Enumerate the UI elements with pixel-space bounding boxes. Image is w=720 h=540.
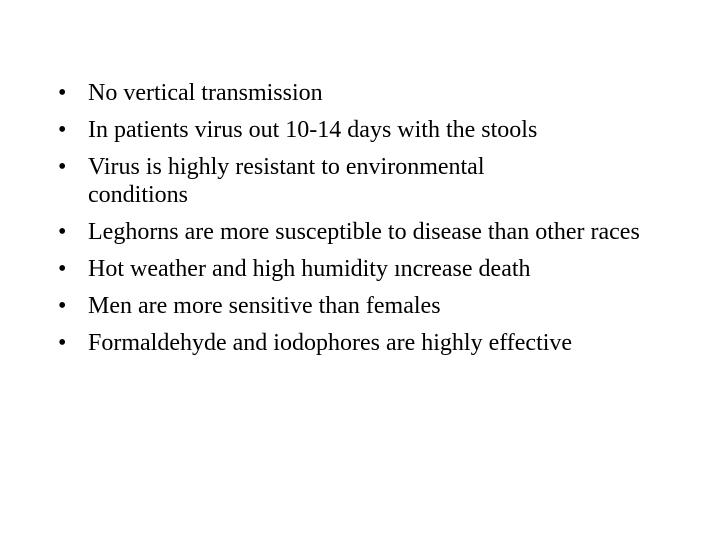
bullet-icon: • [58, 80, 67, 106]
bullet-text: Men are more sensitive than females [88, 293, 441, 319]
list-item [58, 116, 698, 144]
bullet-text: Virus is highly resistant to environmental conditions [88, 154, 485, 208]
list-item [58, 329, 698, 357]
list-item [58, 153, 588, 209]
list-item [58, 79, 698, 107]
list-item [58, 218, 648, 246]
bullet-text: In patients virus out 10-14 days with the stools [88, 117, 538, 143]
bullet-icon: • [58, 330, 67, 356]
bullet-icon: • [58, 256, 67, 282]
bullet-text: Leghorns are more susceptible to disease than other races [88, 219, 640, 245]
list-item [58, 255, 698, 283]
bullet-icon: • [58, 117, 67, 143]
bullet-list [58, 79, 698, 366]
bullet-icon: • [58, 154, 67, 180]
bullet-icon: • [58, 219, 67, 245]
bullet-text: No vertical transmission [88, 80, 323, 106]
list-item [58, 292, 698, 320]
bullet-text: Hot weather and high humidity ıncrease death [88, 256, 531, 282]
bullet-text: Formaldehyde and iodophores are highly effective [88, 330, 573, 356]
bullet-icon: • [58, 293, 67, 319]
